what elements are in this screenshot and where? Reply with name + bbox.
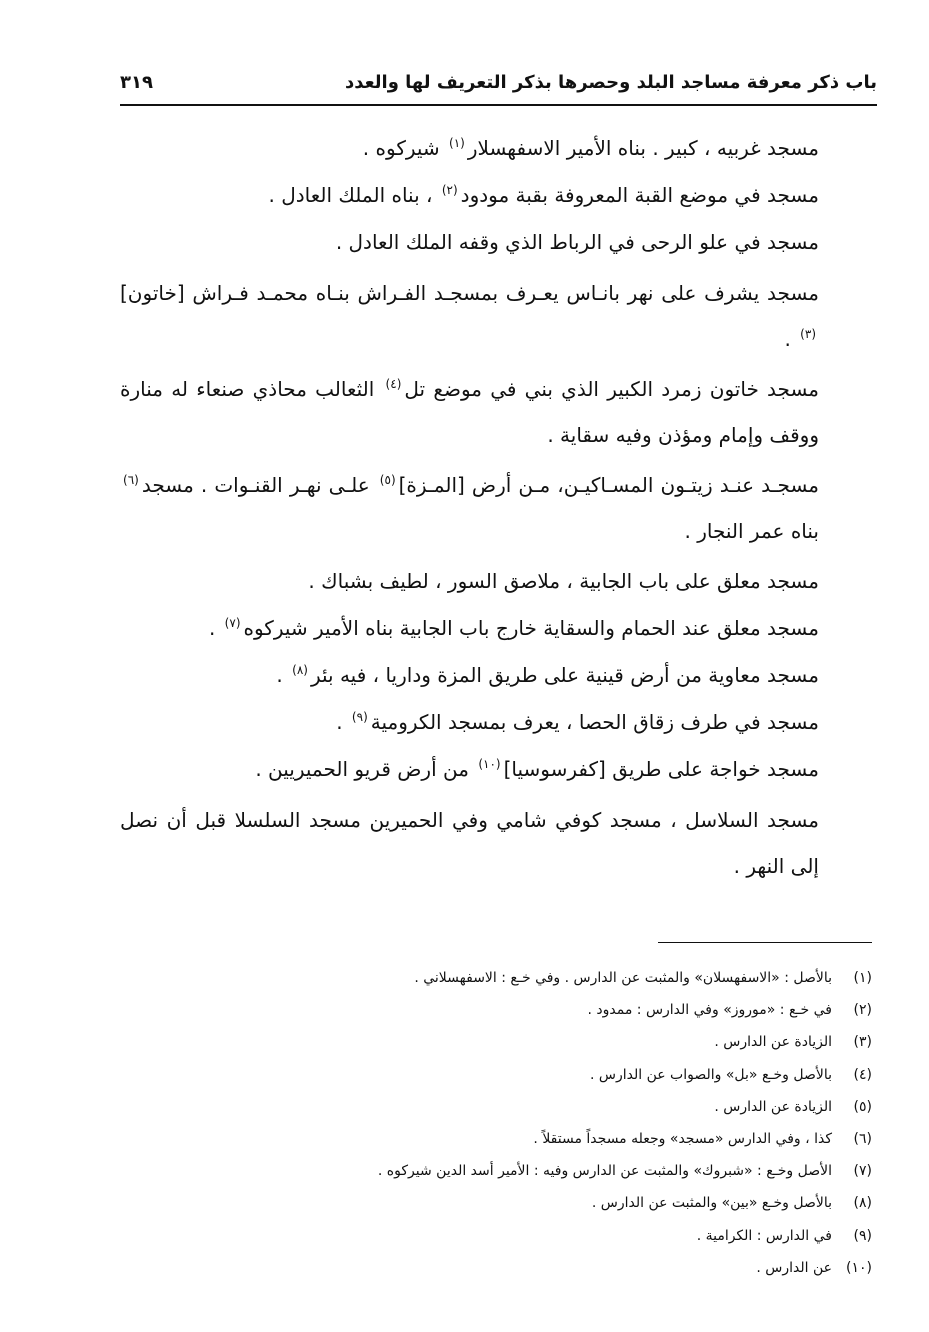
footnote-item — [120, 1059, 872, 1091]
entry-9 — [120, 652, 877, 699]
entry-text-cont: بناه عمر النجار . — [684, 519, 819, 543]
entry-5 — [120, 366, 877, 458]
footnote-text: عن الدارس . — [756, 1259, 832, 1276]
entry-text-cont: . — [336, 710, 349, 734]
footnote-item — [120, 1220, 872, 1252]
footnote-ref: (٦) — [123, 473, 139, 488]
entry-2 — [120, 172, 877, 219]
footnote-text: الزيادة عن الدارس . — [714, 1034, 832, 1051]
entry-text-cont: الثعالب محاذي صنعاء له منارة ووقف وإمام ومؤذن وفيه سقاية . — [120, 377, 819, 447]
footnote-ref: (١) — [449, 136, 465, 151]
footnote-number: (١٠) — [846, 1259, 872, 1276]
footnote-item — [120, 994, 872, 1026]
footnote-number: (٣) — [853, 1034, 872, 1051]
footnote-ref: (١٠) — [478, 757, 501, 772]
entry-text: مسجد خاتون زمرد الكبير الذي بني في موضع تل — [404, 377, 820, 401]
entry-text-cont: علـى نهـر القنـوات . مسجد — [141, 473, 377, 497]
running-header — [120, 68, 877, 106]
footnote-ref: (٨) — [292, 663, 308, 678]
entry-12 — [120, 797, 877, 889]
footnote-item — [120, 1155, 872, 1187]
entry-8 — [120, 605, 877, 652]
footnote-item — [120, 1187, 872, 1219]
page-number: ٣١٩ — [120, 72, 153, 93]
entry-text-cont: ، بناه الملك العادل . — [268, 183, 439, 207]
entry-text-cont: . — [208, 616, 222, 640]
entry-text: مسجد معلق على باب الجابية ، ملاصق السور ، لطيف بشباك . — [308, 569, 819, 593]
entry-text: مسجد غربيه ، كبير . بناه الأمير الاسفهسلار — [467, 136, 819, 160]
footnote-number: (٩) — [853, 1227, 872, 1244]
entry-text-cont: شيركوه . — [362, 136, 447, 160]
main-text — [120, 125, 877, 893]
footnote-item — [120, 962, 872, 994]
entry-4 — [120, 270, 877, 362]
footnote-item — [120, 1091, 872, 1123]
entry-text: مسجـد عنـد زيتـون المسـاكيـن، مـن أرض [المـزة] — [398, 473, 820, 497]
entry-text: مسجد في موضع القبة المعروفة بقبة مودود — [460, 183, 819, 207]
entry-3 — [120, 219, 877, 266]
footnote-text: بالأصل وخـع «بل» والصواب عن الدارس . — [590, 1066, 832, 1083]
entry-text: مسجد خواجة على طريق [كفرسوسيا] — [503, 757, 819, 781]
footnote-ref: (٩) — [351, 710, 368, 725]
entry-6 — [120, 462, 877, 554]
footnote-text: في الدارس : الكرامية . — [696, 1227, 832, 1244]
footnote-item — [120, 1026, 872, 1058]
footnotes — [120, 962, 872, 1284]
footnote-number: (٧) — [853, 1163, 872, 1180]
footnote-number: (١) — [853, 970, 872, 986]
entry-11 — [120, 746, 877, 793]
entry-text-cont: من أرض قريو الحميريين . — [255, 757, 476, 781]
footnote-ref: (٧) — [224, 616, 241, 631]
entry-1 — [120, 125, 877, 172]
footnote-text: الأصل وخـع : «شبروك» والمثبت عن الدارس وفيه : الأمير أسد الدين شيركوه . — [377, 1163, 832, 1180]
footnote-number: (٦) — [853, 1131, 872, 1148]
footnote-item — [120, 1252, 872, 1284]
footnote-text: في خـع : «موروز» وفي الدارس : ممدود . — [587, 1002, 832, 1019]
footnote-number: (٨) — [853, 1195, 872, 1212]
entry-text: مسجد في طرف زقاق الحصا ، يعرف بمسجد الكرومية — [370, 710, 819, 734]
entry-text: مسجد معاوية من أرض قينية على طريق المزة وداريا ، فيه بئر — [310, 663, 819, 687]
chapter-title: باب ذكر معرفة مساجد البلد وحصرها بذكر التعريف لها والعدد — [344, 72, 877, 93]
entry-7 — [120, 558, 877, 605]
footnote-ref: (٣) — [800, 327, 816, 342]
footnote-text: كذا ، وفي الدارس «مسجد» وجعله مسجداً مستقلاً . — [533, 1131, 832, 1148]
entry-text-cont: . — [276, 663, 290, 687]
footnote-item — [120, 1123, 872, 1155]
footnote-text: الزيادة عن الدارس . — [714, 1098, 832, 1115]
footnote-separator — [658, 942, 872, 943]
footnote-text: بالأصل وخـع «بين» والمثبت عن الدارس . — [591, 1195, 832, 1212]
footnote-ref: (٢) — [441, 183, 458, 198]
footnote-number: (٥) — [853, 1098, 872, 1115]
footnote-number: (٤) — [853, 1066, 872, 1083]
entry-10 — [120, 699, 877, 746]
entry-text: مسجد معلق عند الحمام والسقاية خارج باب الجابية بناه الأمير شيركوه — [243, 616, 819, 640]
entry-text-cont: . — [784, 327, 798, 351]
entry-text: مسجد يشرف على نهر بانـاس يعـرف بمسجـد الفـراش بنـاه محمـد فـراش [خاتون] — [120, 281, 819, 305]
footnote-ref: (٤) — [385, 377, 402, 392]
footnote-text: بالأصل : «الاسفهسلان» والمثبت عن الدارس . وفي خـع : الاسفهسلاني . — [414, 970, 832, 986]
footnote-number: (٢) — [853, 1002, 872, 1019]
entry-text: مسجد السلاسل ، مسجد كوفي شامي وفي الحميرين مسجد السلسلا قبل أن نصل إلى النهر . — [120, 808, 819, 878]
footnote-ref: (٥) — [379, 473, 396, 488]
entry-text: مسجد في علو الرحى في الرباط الذي وقفه الملك العادل . — [335, 230, 819, 254]
